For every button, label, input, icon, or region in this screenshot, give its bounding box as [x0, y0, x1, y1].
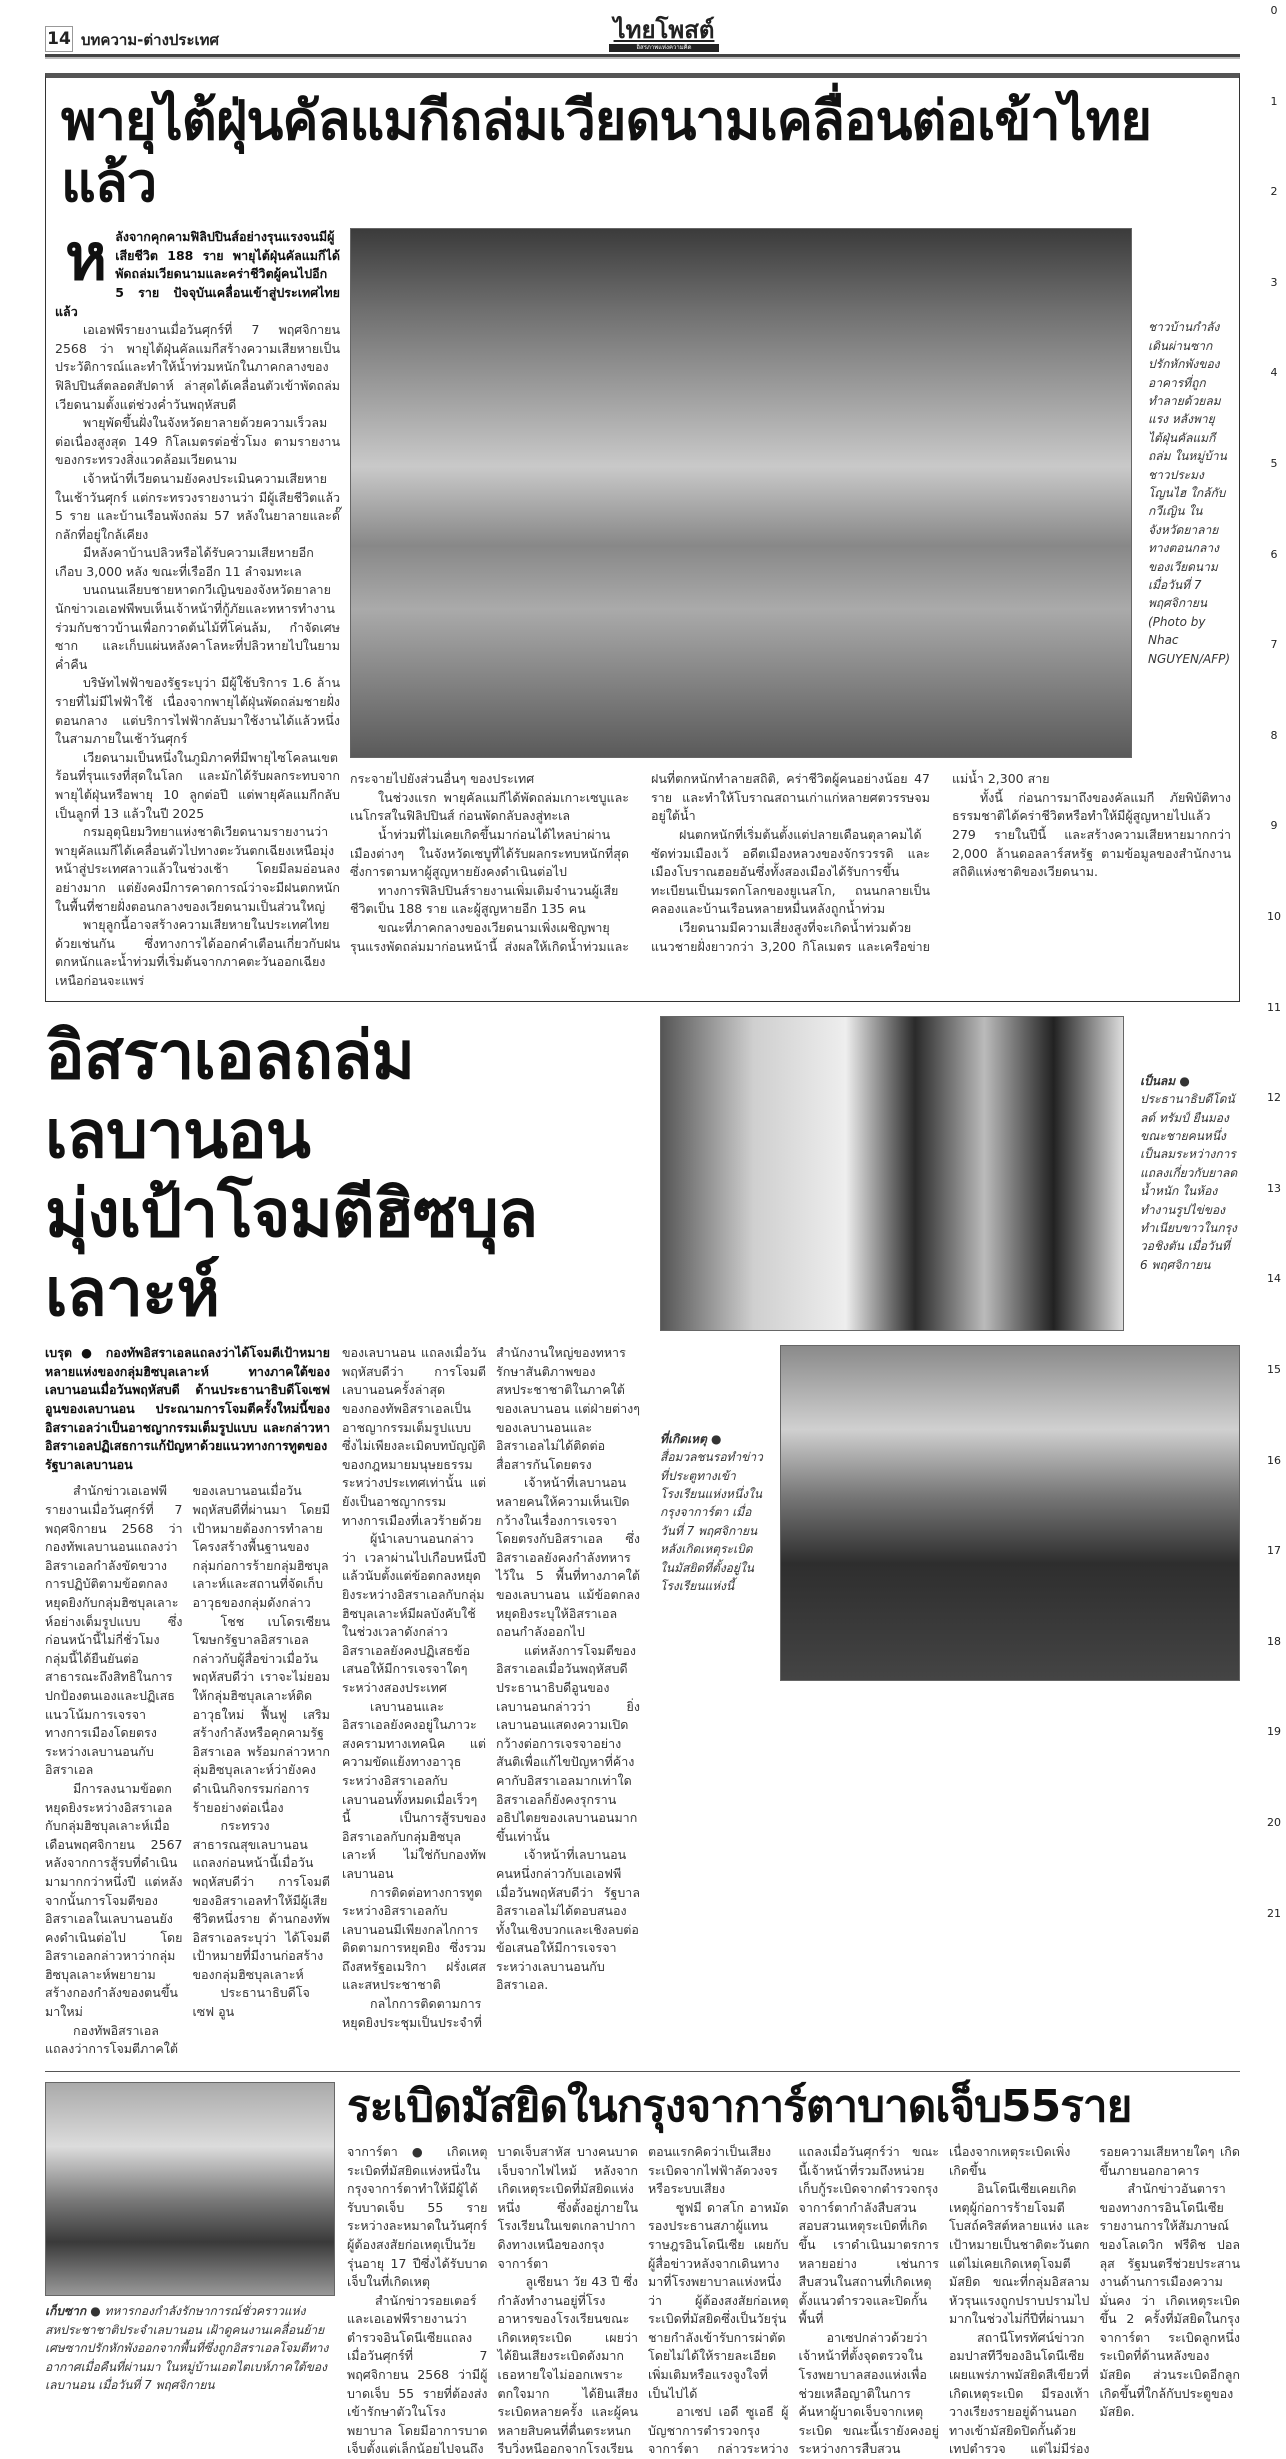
margin-number: 14	[1267, 1272, 1281, 1286]
margin-number: 18	[1267, 1634, 1281, 1648]
photo-unifil-caption	[45, 2302, 335, 2394]
paragraph: บนถนนเลียบชายหาดกวีเญินของจังหวัดยาลาย นักข่าวเอเอฟพีพบเห็นเจ้าหน้าที่กู้ภัยและทหารทำงานร่วมกับชาวบ้านเพื่อกวาดต้นไม้ที่โค่นล้ม, กำจัดเศษซาก และเก็บแผ่นหลังคาโลหะที่ปลิวหายไปในยามค่ำคืน	[55, 582, 340, 672]
story1-photo-caption: ชาวบ้านกำลังเดินผ่านซากปรักหักพังของอาคารที่ถูกทำลายด้วยลมแรง หลังพายุไต้ฝุ่นคัลแมกีถล่ม ในหมู่บ้านชาวประมงโญนไฮ ใกล้กับกวีเญิน ในจังหวัดยาลาย ทางตอนกลางของเวียดนาม เมื่อวันที่ 7 พฤศจิกายน (Photo by Nhac NGUYEN/AFP)	[1148, 320, 1231, 666]
dropcap: ห	[65, 221, 108, 296]
story2-headline-line2: มุ่งเป้าโจมตีฮิซบุลเลาะห์	[45, 1174, 538, 1332]
logo-tagline: อิสรภาพแห่งความคิด	[609, 44, 719, 52]
margin-number: 5	[1270, 457, 1278, 470]
story3-body-columns	[347, 2143, 1240, 2459]
paragraph: จาการ์ตา ● เกิดเหตุระเบิดที่มัสยิดแห่งหนึ่งในกรุงจาการ์ตาทำให้มีผู้ได้รับบาดเจ็บ 55 รายระหว่างละหมาดในวันศุกร์ ผู้ต้องสงสัยก่อเหตุเป็นวัยรุ่นอายุ 17 ปีซึ่งได้รับบาดเจ็บในที่เกิดเหตุ	[347, 2143, 488, 2290]
margin-number: 11	[1267, 1000, 1281, 1014]
margin-number: 13	[1267, 1181, 1281, 1195]
header-rule	[45, 54, 1240, 59]
section-divider	[45, 2071, 1240, 2073]
margin-number: 3	[1270, 275, 1278, 289]
paragraph: ลูเซียนา วัย 43 ปี ซึ่งกำลังทำงานอยู่ที่โรงอาหารของโรงเรียนขณะเกิดเหตุระเบิด เผยว่าได้ยินเสียงระเบิดดังมาก เธอหายใจไม่ออกเพราะตกใจมาก ได้ยินเสียงระเบิดหลายครั้ง และผู้คนหลายสิบคนที่ตื่นตระหนกรีบวิ่งหนีออกจากโรงเรียน ตอนแรกคิดว่าเป็นเสียงระเบิดจากไฟฟ้าลัดวงจรหรือระบบเสียง	[497, 2143, 778, 2457]
margin-number: 19	[1267, 1725, 1281, 1739]
paragraph: กระทรวงสาธารณสุขเลบานอนแถลงก่อนหน้านี้เมื่อวันพฤหัสบดีว่า การโจมตีของอิสราเอลทำให้มีผู้เสียชีวิตหนึ่งราย ด้านกองทัพอิสราเอลระบุว่า ได้โจมตีเป้าหมายที่มีงานก่อสร้างของกลุ่มฮิซบุลเลาะห์	[192, 1818, 330, 1982]
paragraph: เวียดนามเป็นหนึ่งในภูมิภาคที่มีพายุไซโคลนเขตร้อนที่รุนแรงที่สุดในโลก และมักได้รับผลกระทบจากพายุไต้ฝุ่นหรือพายุ 10 ลูกต่อปี แต่พายุคัลแมกีกลับเป็นลูกที่ 13 แล้วในปี 2025	[55, 749, 340, 821]
photo-oval-office	[660, 1016, 1124, 1331]
margin-number: 17	[1267, 1544, 1281, 1558]
story2-lead: เบรุต ● กองทัพอิสราเอลแถลงว่าได้โจมตีเป้าหมายหลายแห่งของกลุ่มฮิซบุลเลาะห์ ทางภาคใต้ของเลบานอนเมื่อวันพฤหัสบดี ด้านประธานาธิบดีโจเซฟ อูนของเลบานอน ประณามการโจมตีครั้งใหม่นี้ของอิสราเอลว่าเป็นอาชญากรรมเต็มรูปแบบ และกล่าวหาอิสราเอลปฏิเสธการแก้ปัญหาด้วยแนวทางการทูตของรัฐบาลเลบานอน	[45, 1345, 330, 1472]
story1-photo-storm-damage	[350, 228, 1132, 758]
paragraph: สถานีโทรทัศน์ข่าวกอมปาสทีวีของอินโดนีเซีย เผยแพร่ภาพมัสยิดสีเขียวที่เกิดเหตุระเบิด มีรองเท้าวางเรียงรายอยู่ด้านนอกทางเข้ามัสยิดปิดกั้นด้วยเทปตำรวจ แต่ไม่มีร่องรอยความเสียหายใดๆ เกิดขึ้นภายนอกอาคาร	[949, 2143, 1240, 2457]
paragraph: ฝนตกหนักที่เริ่มต้นตั้งแต่ปลายเดือนตุลาคมได้ซัดท่วมเมืองเว้ อดีตเมืองหลวงของจักรวรรดิ และเมืองโบราณฮอยอันซึ่งทั้งสองเมืองได้รับการขึ้นทะเบียนเป็นมรดกโลกของยูเนสโก, ถนนกลายเป็นคลองและบ้านเรือนหลายหมื่นหลังถูกน้ำท่วม	[651, 826, 930, 917]
paragraph: การติดต่อทางการทูตระหว่างอิสราเอลกับเลบานอนมีเพียงกลไกการติดตามการหยุดยิง ซึ่งรวมถึงสหรัฐอเมริกา ฝรั่งเศสและสหประชาชาติ	[342, 1884, 486, 1993]
paragraph: ในช่วงแรก พายุคัลแมกีได้พัดถล่มเกาะเซบูและเนโกรสในฟิลิปปินส์ ก่อนพัดกลับลงสู่ทะเล	[350, 789, 629, 824]
paragraph: กลไกการติดตามการหยุดยิงประชุมเป็นประจำที่สำนักงานใหญ่ของทหารรักษาสันติภาพของสหประชาชาติในภาคใต้ของเลบานอน แต่ฝ่ายต่างๆ ของเลบานอนและอิสราเอลไม่ได้ติดต่อสื่อสารกันโดยตรง	[342, 1345, 640, 2030]
paragraph: อาเซปกล่าวด้วยว่า เจ้าหน้าที่ตั้งจุดตรวจในโรงพยาบาลสองแห่งเพื่อช่วยเหลือญาติในการค้นหาผู้บาดเจ็บจากเหตุระเบิด ขณะนี้เรายังคงอยู่ระหว่างการสืบสวนเนื่องจากเหตุระเบิดเพิ่งเกิดขึ้น	[798, 2143, 1071, 2457]
paragraph: มีการลงนามข้อตกหยุดยิงระหว่างอิสราเอลกับกลุ่มฮิซบุลเลาะห์เมื่อเดือนพฤศจิกายน 2567 หลังจากการสู้รบที่ดำเนินมามากกว่าหนึ่งปี แต่หลังจากนั้นการโจมตีของอิสราเอลในเลบานอนยังคงดำเนินต่อไป โดยอิสราเอลกล่าวหาว่ากลุ่มฮิซบุลเลาะห์พยายามสร้างกองกำลังของตนขึ้นมาใหม่	[45, 1780, 183, 2020]
paragraph: บริษัทไฟฟ้าของรัฐระบุว่า มีผู้ใช้บริการ 1.6 ล้านรายที่ไม่มีไฟฟ้าใช้ เนื่องจากพายุไต้ฝุ่นพัดถล่มชายฝั่งตอนกลาง แต่บริการไฟฟ้ากลับมาใช้งานได้แล้วหนึ่งในสามภายในเช้าวันศุกร์	[55, 675, 340, 747]
paragraph: มีหลังคาบ้านปลิวหรือได้รับความเสียหายอีกเกือบ 3,000 หลัง ขณะที่เรืออีก 11 ลำจมทะเล	[55, 545, 314, 579]
margin-number: 6	[1270, 547, 1278, 561]
logo-name: ไทยโพสต์	[613, 16, 715, 44]
story1-right	[350, 228, 1231, 990]
paragraph: สำนักข่าวรอยเตอร์และเอเอฟพีรายงานว่า ตำรวจอินโดนีเซียแถลงเมื่อวันศุกร์ที่ 7 พฤศจิกายน 2568 ว่ามีผู้บาดเจ็บ 55 รายที่ต้องส่งเข้ารักษาตัวในโรงพยาบาล โดยมีอาการบาดเจ็บตั้งแต่เล็กน้อยไปจนถึงบาดเจ็บสาหัส บางคนบาดเจ็บจากไฟไหม้ หลังจากเกิดเหตุระเบิดที่มัสยิดแห่งหนึ่ง ซึ่งตั้งอยู่ภายในโรงเรียนในเขตเกลาปากาดิงทางเหนือของกรุงจาการ์ตา	[347, 2143, 638, 2457]
page-number: 14	[45, 26, 73, 52]
caption-label: ที่เกิดเหตุ ●	[660, 1431, 722, 1446]
paragraph: เจ้าหน้าที่เลบานอนหลายคนให้ความเห็นเปิดกว้างในเรื่องการเจรจาโดยตรงกับอิสราเอล ซึ่งอิสราเอลยังคงกำลังทหารไว้ใน 5 พื้นที่ทางภาคใต้ของเลบานอน แม้ข้อตกลงหยุดยิงระบุให้อิสราเอลถอนกำลังออกไป	[496, 1475, 640, 1640]
caption-text: สื่อมวลชนรอทำข่าวที่ประตูทางเข้าโรงเรียนแห่งหนึ่งในกรุงจาการ์ตา เมื่อวันที่ 7 พฤศจิกายน หลังเกิดเหตุระเบิดในมัสยิดที่ตั้งอยู่ในโรงเรียนแห่งนี้	[660, 1450, 763, 1593]
margin-number: 1	[1270, 94, 1278, 108]
margin-number: 4	[1270, 366, 1278, 380]
margin-number: 10	[1267, 910, 1281, 923]
page-header	[45, 18, 1240, 52]
paragraph: ทั้งนี้ ก่อนการมาถึงของคัลแมกี ภัยพิบัติทางธรรมชาติได้คร่าชีวิตหรือทำให้มีผู้สูญหายไปแล้ว 279 รายในปีนี้ และสร้างความเสียหายมากกว่า 2,000 ล้านดอลลาร์สหรัฐ ตามข้อมูลของสำนักงานสถิติแห่งชาติของเวียดนาม.	[952, 789, 1231, 880]
photo-jakarta-caption	[660, 1430, 764, 1596]
margin-number: 2	[1270, 185, 1278, 199]
caption-label: เก็บซาก ●	[45, 2304, 101, 2319]
margin-number: 21	[1267, 1906, 1281, 1920]
caption-label: เป็นลม ●	[1140, 1073, 1190, 1088]
story1-lead: ลังจากคุกคามฟิลิปปินส์อย่างรุนแรงจนมีผู้เสียชีวิต 188 ราย พายุไต้ฝุ่นคัลแมกีได้พัดถล่มเวียดนามและคร่าชีวิตผู้คนไปอีก 5 ราย ปัจจุบันเคลื่อนเข้าสู่ประเทศไทยแล้ว	[55, 229, 340, 319]
paragraph: แต่หลังการโจมตีของอิสราเอลเมื่อวันพฤหัสบดี ประธานาธิบดีอูนของเลบานอนกล่าวว่า ยิ่งเลบานอนแสดงความเปิดกว้างต่อการเจรจาอย่างสันติเพื่อแก้ไขปัญหาที่ค้างคากับอิสราเอลมากเท่าใด อิสราเอลก็ยังคงรุกรานอธิปไตยของเลบานอนมากขึ้นเท่านั้น	[496, 1642, 640, 1844]
paragraph: พายุลูกนี้อาจสร้างความเสียหายในประเทศไทยด้วยเช่นกัน ซึ่งทางการได้ออกคำเตือนเกี่ยวกับฝนตกหนักและน้ำท่วมที่เริ่มต้นจากภาคตะวันออกเฉียงเหนือก่อนจะแพร่	[55, 917, 340, 988]
story3-headline: ระเบิดมัสยิดในกรุงจาการ์ตาบาดเจ็บ55ราย	[347, 2081, 1132, 2133]
margin-number: 8	[1270, 728, 1278, 742]
paragraph: กองทัพอิสราเอลแถลงว่าการโจมตีภาคใต้ของเลบานอนเมื่อวันพฤหัสบดีที่ผ่านมา โดยมีเป้าหมายต้องการทำลายโครงสร้างพื้นฐานของกลุ่มก่อการร้ายกลุ่มฮิซบุลเลาะห์และสถานที่จัดเก็บอาวุธของกลุ่มดังกล่าว	[45, 1483, 330, 2057]
paragraph: สำนักข่าวเอเอฟพีรายงานเมื่อวันศุกร์ที่ 7 พฤศจิกายน 2568 ว่า กองทัพเลบานอนแถลงว่าอิสราเอลกำลังขัดขวางการปฏิบัติตามข้อตกลงหยุดยิงกับกลุ่มฮิซบุลเลาะห์อย่างเต็มรูปแบบ ซึ่งก่อนหน้านี้ไม่กี่ชั่วโมงกลุ่มนี้ได้ยืนยันต่อสาธารณะถึงสิทธิในการปกป้องตนเองและปฏิเสธแนวโน้มการเจรจาทางการเมืองโดยตรงระหว่างเลบานอนกับอิสราเอล	[45, 1483, 183, 1778]
caption-text: ประธานาธิบดีโดนัลด์ ทรัมป์ ยืนมองขณะชายคนหนึ่งเป็นลมระหว่างการแถลงเกี่ยวกับยาลดน้ำหนัก ในห้องทำงานรูปไข่ของทำเนียบขาวในกรุงวอชิงตัน เมื่อวันที่ 6 พฤศจิกายน	[1140, 1092, 1238, 1272]
paragraph: เวียดนามมีความเสี่ยงสูงที่จะเกิดน้ำท่วมด้วยแนวชายฝั่งยาวกว่า 3,200 กิโลเมตร และเครือข่ายแม่น้ำ 2,300 สาย	[651, 771, 1050, 954]
paragraph: ขณะที่ภาคกลางของเวียดนามเพิ่งเผชิญพายุรุนแรงพัดถล่มมาก่อนหน้านี้ ส่งผลให้เกิดน้ำท่วมและฝนที่ตกหนักทำลายสถิติ, คร่าชีวิตผู้คนอย่างน้อย 47 ราย และทำให้โบราณสถานเก่าแก่หลายศตวรรษจมอยู่ใต้น้ำ	[350, 771, 930, 954]
margin-number: 16	[1267, 1453, 1281, 1467]
margin-number: 7	[1270, 638, 1278, 652]
paragraph: เจ้าหน้าที่เวียดนามยังคงประเมินความเสียหายในเช้าวันศุกร์ แต่กระทรวงรายงานว่า มีผู้เสียชีวิตแล้ว 5 ราย และบ้านเรือนพังถล่ม 57 หลังในยาลายและดั๊กลักที่อยู่ใกล้เคียง	[55, 470, 340, 542]
paragraph: สำนักข่าวอันตาราของทางการอินโดนีเซียรายงานการให้สัมภาษณ์ของโลเดวิก ฟรีดิช ปอลลุส รัฐมนตรีช่วยประสานงานด้านการเมืองความมั่นคง ว่า เกิดเหตุระเบิดขึ้น 2 ครั้งที่มัสยิดในกรุงจาการ์ตา ระเบิดลูกหนึ่งระเบิดที่ด้านหลังของมัสยิด ส่วนระเบิดอีกลูกเกิดขึ้นที่ใกล้กับประตูของมัสยิด.	[1099, 2181, 1240, 2420]
newspaper-logo	[609, 17, 719, 52]
photo-oval-office-caption	[1140, 1072, 1240, 1274]
paragraph: กรมอุตุนิยมวิทยาแห่งชาติเวียดนามรายงานว่า พายุคัลแมกีได้เคลื่อนตัวไปทางตะวันตกเฉียงเหนือมุ่งหน้าสู่ประเทศลาวแล้วในช่วงเช้า โดยมีลมอ่อนลงอย่างมาก แต่ยังคงมีการคาดการณ์ว่าจะมีฝนตกหนักในพื้นที่ชายฝั่งตอนกลางของเวียดนามเป็นส่วนใหญ่	[55, 824, 340, 914]
story2-headline	[45, 1016, 640, 1333]
story3	[45, 2082, 1240, 2459]
paragraph: ผู้นำเลบานอนกล่าวว่า เวลาผ่านไปเกือบหนึ่งปีแล้วนับตั้งแต่ข้อตกลงหยุดยิงระหว่างอิสราเอลกับกลุ่มฮิซบุลเลาะห์มีผลบังคับใช้ ในช่วงเวลาดังกล่าวอิสราเอลยังคงปฏิเสธข้อเสนอให้มีการเจรจาใดๆ ระหว่างสองประเทศ	[342, 1531, 486, 1695]
newspaper-page	[45, 0, 1240, 2459]
paragraph: เอเอฟพีรายงานเมื่อวันศุกร์ที่ 7 พฤศจิกายน 2568 ว่า พายุไต้ฝุ่นคัลแมกีสร้างความเสียหายเป็นประวัติการณ์และทำให้น้ำท่วมหนักในภาคกลางของฟิลิปปินส์ตลอดสัปดาห์ ล่าสุดได้เคลื่อนตัวเข้าพัดถล่มเวียดนามตั้งแต่ช่วงค่ำวันพฤหัสบดี	[55, 322, 340, 412]
story1-frame	[45, 73, 1240, 1002]
story3-text-block	[347, 2082, 1240, 2459]
caption-text: ทหารกองกำลังรักษาการณ์ชั่วคราวแห่งสหประชาชาติประจำเลบานอน เฝ้าดูคนงานเคลื่อนย้ายเศษซากปรักหักพังออกจากพื้นที่ซึ่งถูกอิสราเอลโจมตีทางอากาศเมื่อคืนที่ผ่านมา ในหมู่บ้านเอตไตเบห์ภาคใต้ของเลบานอน เมื่อวันที่ 7 พฤศจิกายน	[45, 2304, 329, 2392]
story1-lead-paragraphs	[55, 321, 340, 990]
story2-text-left	[45, 1344, 330, 2059]
story1-lead-column	[55, 221, 340, 990]
story1-body-columns	[350, 770, 1231, 956]
paragraph: โชช เบโดรเซียน โฆษกรัฐบาลอิสราเอลกล่าวกับผู้สื่อข่าวเมื่อวันพฤหัสบดีว่า เราจะไม่ยอมให้กลุ่มฮิซบุลเลาะห์ติดอาวุธใหม่ ฟื้นฟู เสริมสร้างกำลังหรือคุกคามรัฐอิสราเอล พร้อมกล่าวหากลุ่มฮิซบุลเลาะห์ว่ายังคงดำเนินกิจกรรมก่อการร้ายอย่างต่อเนื่อง	[192, 1613, 330, 1815]
story3-photo-block	[45, 2082, 335, 2459]
story2-left	[45, 1016, 640, 2059]
paragraph: เจ้าหน้าที่เลบานอนคนหนึ่งกล่าวกับเอเอฟพีเมื่อวันพฤหัสบดีว่า รัฐบาลอิสราเอลไม่ได้ตอบสนองทั้งในเชิงบวกและเชิงลบต่อข้อเสนอให้มีการเจรจาระหว่างเลบานอนกับอิสราเอล.	[496, 1847, 640, 1993]
story2-right-columns	[342, 1344, 640, 2059]
paragraph: เลบานอนและอิสราเอลยังคงอยู่ในภาวะสงครามทางเทคนิค แต่ความขัดแย้งทางอาวุธระหว่างอิสราเอลกับเลบานอนทั้งหมดเมื่อเร็วๆ นี้ เป็นการสู้รบของอิสราเอลกับกลุ่มฮิซบุลเลาะห์ ไม่ใช่กับกองทัพเลบานอน	[342, 1698, 486, 1881]
story1-headline: พายุไต้ฝุ่นคัลแมกีถล่มเวียดนามเคลื่อนต่อเข้าไทยแล้ว	[61, 89, 1151, 215]
paragraph: น้ำท่วมที่ไม่เคยเกิดขึ้นมาก่อนได้ไหลบ่าผ่านเมืองต่างๆ ในจังหวัดเซบูที่ได้รับผลกระทบหนักที่สุด ซึ่งการตามหาผู้สูญหายยังคงดำเนินต่อไป	[350, 826, 629, 880]
margin-number: 0	[1270, 4, 1278, 17]
photo-jakarta-school	[780, 1345, 1240, 1681]
paragraph: ซูฟมี ดาสโก อาหมัด รองประธานสภาผู้แทนราษฎรอินโดนีเซีย เผยกับผู้สื่อข่าวหลังจากเดินทางมาที่โรงพยาบาลแห่งหนึ่งว่า ผู้ต้องสงสัยก่อเหตุระเบิดที่มัสยิดซึ่งเป็นวัยรุ่นชายกำลังเข้ารับการผ่าตัด โดยไม่ได้ให้รายละเอียดเพิ่มเติมหรือแรงจูงใจที่เป็นไปได้	[648, 2199, 789, 2401]
story2-headline-line1: อิสราเอลถล่มเลบานอน	[45, 1016, 414, 1173]
section-label: บทความ-ต่างประเทศ	[81, 31, 220, 49]
paragraph: อาเซป เอดี ซูเอธี ผู้บัญชาการตำรวจกรุงจาการ์ตา กล่าวระหว่างแถลงเมื่อวันศุกร์ว่า ขณะนี้เจ้าหน้าที่รวมถึงหน่วยเก็บกู้ระเบิดจากตำรวจกรุงจาการ์ตากำลังสืบสวนสอบสวนเหตุระเบิดที่เกิดขึ้น เราดำเนินมาตรการหลายอย่าง เช่นการสืบสวนในสถานที่เกิดเหตุ ตั้งแนวตำรวจและปิดกั้นพื้นที่	[648, 2143, 939, 2457]
paragraph: กระจายไปยังส่วนอื่นๆ ของประเทศ	[350, 771, 535, 787]
story2-left-columns	[45, 1482, 330, 2058]
paragraph: ของเลบานอน แถลงเมื่อวันพฤหัสบดีว่า การโจมตีเลบานอนครั้งล่าสุดของกองทัพอิสราเอลเป็นอาชญากรรมเต็มรูปแบบ ซึ่งไม่เพียงละเมิดบทบัญญัติของกฎหมายมนุษยธรรมระหว่างประเทศเท่านั้น แต่ยังเป็นอาชญากรรมทางการเมืองที่เลวร้ายด้วย	[342, 1345, 486, 1528]
photo-unifil-soldiers	[45, 2082, 335, 2296]
story2	[45, 1016, 1240, 2059]
paragraph: พายุพัดขึ้นฝั่งในจังหวัดยาลายด้วยความเร็วลมต่อเนื่องสูงสุด 149 กิโลเมตรต่อชั่วโมง ตามรายงานของกระทรวงสิ่งแวดล้อมเวียดนาม	[55, 415, 340, 468]
paragraph: อินโดนีเซียเคยเกิดเหตุผู้ก่อการร้ายโจมตีโบสถ์คริสต์หลายแห่ง และเป้าหมายเป็นชาติตะวันตก แต่ไม่เคยเกิดเหตุโจมตีมัสยิด ขณะที่กลุ่มอิสลามหัวรุนแรงถูกปราบปรามไปมากในช่วงไม่กี่ปีที่ผ่านมา	[949, 2181, 1090, 2327]
margin-number: 15	[1267, 1363, 1281, 1376]
paragraph: ประธานาธิบดีโจเซฟ อูน	[192, 1985, 310, 2020]
story2-photos	[660, 1016, 1240, 2059]
margin-number: 9	[1270, 819, 1278, 833]
margin-number: 20	[1267, 1816, 1281, 1829]
margin-number: 12	[1267, 1091, 1281, 1105]
paragraph: ทางการฟิลิปปินส์รายงานเพิ่มเติมจำนวนผู้เสียชีวิตเป็น 188 ราย และผู้สูญหายอีก 135 คน	[350, 882, 619, 917]
